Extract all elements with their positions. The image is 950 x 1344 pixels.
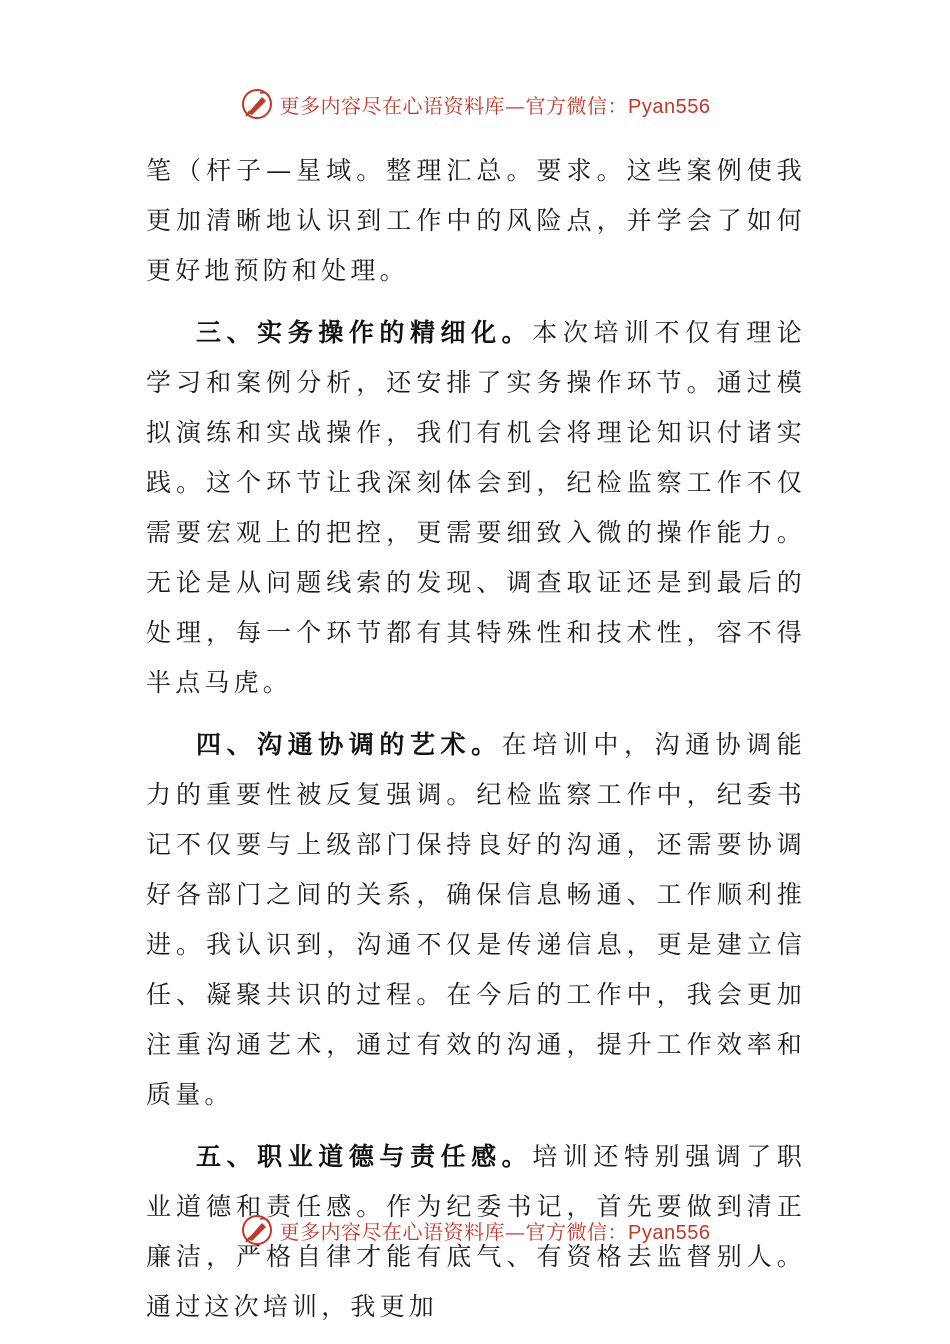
footer-banner [0,1210,950,1250]
wechat-id: Pyan556 [628,95,711,118]
section-heading: 三、实务操作的精细化。 [196,318,533,347]
pen-nib-logo-icon [240,87,274,121]
wechat-id: Pyan556 [628,1221,711,1244]
header-banner [0,84,950,124]
banner-text: 更多内容尽在心语资料库—官方微信：Pyan556 [279,93,711,118]
paragraph-section-4: 四、沟通协调的艺术。在培训中，沟通协调能力的重要性被反复强调。纪检监察工作中，纪委书记不仅要与上级部门保持良好的沟通，还需要协调好各部门之间的关系，确保信息畅通、工作顺利推进。我认识到，沟通不仅是传递信息，更是建立信任、凝聚共识的过程。在今后的工作中，我会更加注重沟通艺术，通过有效的沟通，提升工作效率和质量。 [146,730,806,1109]
section-heading: 五、职业道德与责任感。 [196,1142,533,1171]
paragraph-continuation: 笔（杆子—星域。整理汇总。要求。这些案例使我更加清晰地认识到工作中的风险点，并学会了如何更好地预防和处理。 [146,156,806,285]
paragraph-section-3: 三、实务操作的精细化。本次培训不仅有理论学习和案例分析，还安排了实务操作环节。通过模拟演练和实战操作，我们有机会将理论知识付诸实践。这个环节让我深刻体会到，纪检监察工作不仅需要宏观上的把控，更需要细致入微的操作能力。无论是从问题线索的发现、调查取证还是到最后的处理，每一个环节都有其特殊性和技术性，容不得半点马虎。 [146,318,806,697]
section-heading: 四、沟通协调的艺术。 [196,730,502,759]
pen-nib-logo-icon [240,1213,274,1247]
paragraph-section-5: 五、职业道德与责任感。培训还特别强调了职业道德和责任感。作为纪委书记，首先要做到清正廉洁，严格自律才能有底气、有资格去监督别人。通过这次培训，我更加 [146,1142,806,1321]
banner-text: 更多内容尽在心语资料库—官方微信：Pyan556 [279,1219,711,1244]
document-body [146,146,806,1344]
